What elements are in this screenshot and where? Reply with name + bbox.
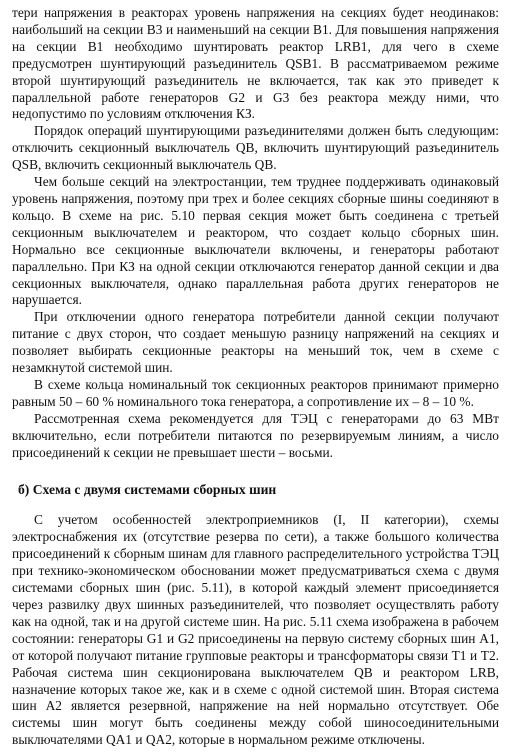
paragraph-6: Рассмотренная схема рекомендуется для ТЭЦ с генераторами до 63 МВт включительно, если потребители питаются по резервируемым линиям, а число присоединений к секции не превышает шести – восьми. bbox=[12, 410, 499, 460]
paragraph-4: При отключении одного генератора потребители данной секции получают питание с двух сторон, что создает меньшую разницу напряжений на секциях и позволяет выбирать секционные реакторы на меньший ток, чем в схеме с незамкнутой системой шин. bbox=[12, 309, 499, 376]
paragraph-5: В схеме кольца номинальный ток секционных реакторов принимают примерно равным 50 – 60 % номинального тока генератора, а сопротивление их – 8 – 10 %. bbox=[12, 376, 499, 409]
section-heading: б) Схема с двумя системами сборных шин bbox=[18, 482, 277, 498]
paragraph-2: Порядок операций шунтирующими разъединителями должен быть следующим: отключить секционный выключатель QB, включить шунтирующий разъединитель QSB, включить секционный выключатель QB. bbox=[12, 123, 499, 173]
paragraph-3: Чем больше секций на электростанции, тем труднее поддерживать одинаковый уровень напряжения, поэтому при трех и более секциях сборные шины соединяют в кольцо. В схеме на рис. 5.10 первая секция может быть соединена с третьей секционным выключателем и реактором, что создает кольцо сборных шин. Нормально все секционные выключатели включены, и генераторы работают параллельно. При КЗ на одной секции отключаются генератор данной секции и два секционных выключателя, однако параллельная работа других генераторов не нарушается. bbox=[12, 174, 499, 308]
paragraph-1: тери напряжения в реакторах уровень напряжения на секциях будет неодинаков: наибольший на секции B3 и наименьший на секции B1. Для повышения напряжения на секции B1 необходимо шунтировать реактор LRB1, для чего в схеме предусмотрен шунтирующий разъединитель QSB1. В рассматриваемом режиме второй шунтирующий разъединитель не включается, так как это приведет к параллельной работе генераторов G2 и G3 без реактора между ними, что недопустимо по условиям отключения КЗ. bbox=[12, 5, 499, 122]
paragraph-7: С учетом особенностей электроприемников (I, II категории), схемы электроснабжения их (отсутствие резерва по сети), а также большого количества присоединений к сборным шинам для главного распределительного устройства ТЭЦ при технико-экономическом обосновании может предусматриваться схема с двумя системами сборных шин (рис. 5.11), в которой каждый элемент присоединяется через развилку двух шинных разъединителей, что позволяет осуществлять работу как на одной, так и на другой системе шин. На рис. 5.11 схема изображена в рабочем состоянии: генераторы G1 и G2 присоединены на первую систему сборных шин A1, от которой получают питание групповые реакторы и трансформаторы связи T1 и T2. Рабочая система шин секционирована выключателем QB и реактором LRB, назначение которых такое же, как и в схеме с одной системой шин. Вторая система шин A2 является резервной, напряжение на ней нормально отсутствует. Обе системы шин могут быть соединены между собой шиносоединительными выключателями QA1 и QA2, которые в нормальном режиме отключены. bbox=[12, 512, 499, 748]
